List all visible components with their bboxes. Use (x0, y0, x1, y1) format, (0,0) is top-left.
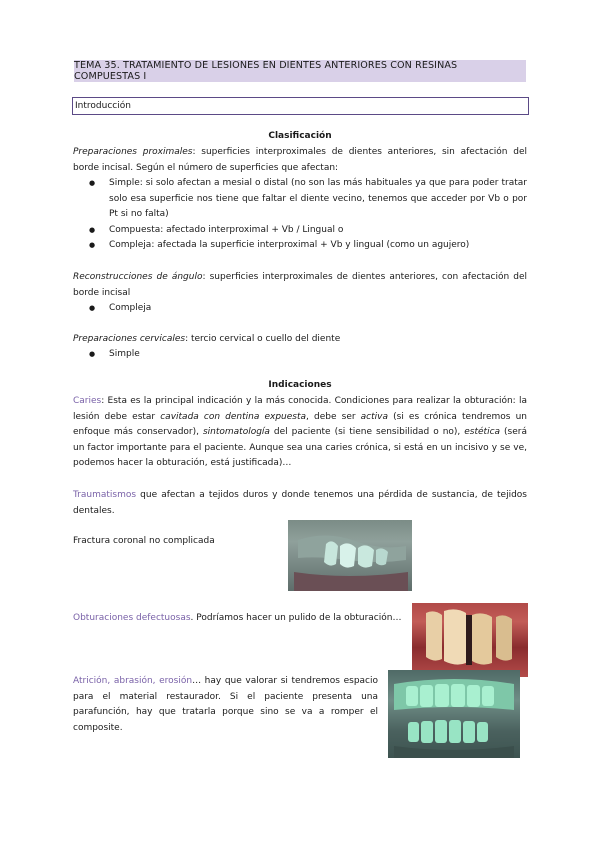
document-title-text: TEMA 35. TRATAMIENTO DE LESIONES EN DIENTES ANTERIORES CON RESINAS COMPUESTAS I (74, 60, 458, 82)
caries-text: (si es crónica tendremos un enfoque más conservador), (73, 411, 528, 438)
proximales-list-wrap (73, 176, 527, 254)
list-item: ● Compuesta: afectado interproximal + Vb / Lingual o (73, 223, 527, 239)
fracture-teeth-illustration (288, 520, 412, 591)
attrition-teeth-illustration (388, 670, 520, 758)
caries-emphasis: estética (464, 427, 501, 438)
list-item: ● Compleja (73, 301, 527, 317)
clasificacion-heading: Clasificación (268, 131, 332, 141)
atricion-text: … hay que valorar si tendremos espacio para el material restaurador. Si el paciente presenta una parafunción, hay que tratarla porque sino se va a romper el composite. (73, 676, 378, 733)
proximales-term: Preparaciones proximales (73, 147, 193, 157)
angulo-paragraph (73, 270, 527, 301)
atricion-paragraph (73, 674, 378, 736)
cervicales-text: : tercio cervical o cuello del diente (185, 334, 341, 344)
caries-text: , debe ser (306, 411, 361, 422)
attrition-teeth-photo (388, 670, 520, 758)
caries-text: : Esta es la principal indicación y la más conocida. Condiciones para realizar la obturación: la lesión debe estar (73, 396, 527, 422)
angulo-list (73, 301, 527, 317)
proximales-paragraph (73, 145, 527, 176)
list-item: ● Simple: si solo afectan a mesial o distal (no son las más habituales ya que para poder tratar solo esa superficie nos tiene que faltar el diente vecino, tenemos que acceder por Vb o por Pt si no falta) (73, 176, 527, 223)
cervicales-term: Preparaciones cervicales (73, 334, 186, 344)
defective-fillings-photo (412, 603, 528, 677)
trauma-term: Traumatismos (73, 490, 137, 500)
angulo-term: Reconstrucciones de ángulo (73, 272, 203, 282)
caries-text: (será un factor importante para el paciente. Aunque sea una caries crónica, si está en un incisivo y se ve, podemos hacer la obturación, está justificada)… (73, 427, 527, 469)
obturaciones-term: Obturaciones defectuosas (73, 613, 191, 623)
list-item: ● Compleja: afectada la superficie interproximal + Vb y lingual (como un agujero) (73, 238, 527, 254)
caries-emphasis: activa (360, 411, 389, 422)
trauma-paragraph (73, 488, 527, 519)
cervicales-list-wrap (73, 347, 527, 363)
document-title (74, 60, 526, 82)
caries-term: Caries (73, 396, 102, 406)
cervicales-list (73, 347, 527, 363)
atricion-term: Atrición, abrasión, erosión (73, 676, 193, 686)
angulo-list-wrap (73, 301, 527, 317)
caries-text: del paciente (si tiene sensibilidad o no), (269, 427, 465, 438)
caries-emphasis: cavitada con dentina expuesta (160, 411, 307, 422)
proximales-list (73, 176, 527, 254)
caries-emphasis: sintomatología (202, 427, 270, 438)
list-item: ● Simple (73, 347, 527, 363)
angulo-text: : superficies interproximales de dientes anteriores, con afectación del borde incisal (73, 272, 527, 298)
section-intro-box (72, 97, 529, 115)
defective-fillings-illustration (412, 603, 528, 677)
cervicales-paragraph (73, 332, 527, 348)
trauma-text: que afectan a tejidos duros y donde tenemos una pérdida de sustancia, de tejidos dentales. (73, 490, 527, 516)
proximales-text: : superficies interproximales de dientes anteriores, sin afectación del borde incisal. Según el número de superficies que afectan: (73, 147, 527, 173)
obturaciones-text: . Podríamos hacer un pulido de la obturación… (190, 613, 402, 623)
obturaciones-paragraph (73, 611, 403, 627)
intro-label: Introducción (75, 101, 131, 111)
fractura-caption: Fractura coronal no complicada (73, 536, 215, 546)
fracture-teeth-photo (288, 520, 412, 591)
indicaciones-heading: Indicaciones (268, 380, 332, 390)
caries-paragraph (73, 394, 527, 472)
